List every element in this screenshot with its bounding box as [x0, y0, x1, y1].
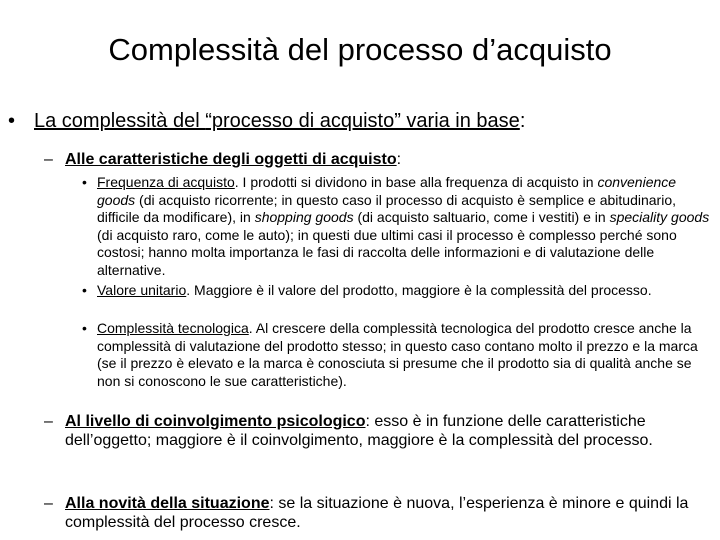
item-frequenza-text: [97, 174, 714, 279]
item-text-part: . I prodotti si dividono in base alla frequenza di acquisto in: [234, 174, 598, 190]
section-heading: Alla novità della situazione: [65, 495, 270, 512]
item-frequenza: [82, 174, 714, 279]
item-text-part: (di acquisto raro, come le auto); in questi due ultimi casi il processo è complesso perché sono costosi; hanno molta importanza le fasi di raccolta delle informazioni e di valutazione delle alternative.: [97, 226, 677, 278]
item-valore: [82, 282, 714, 300]
item-text-part: (di acquisto saltuario, come i vestiti) e in: [353, 209, 610, 225]
section-heading: Al livello di coinvolgimento psicologico: [65, 413, 366, 430]
main-bullet-quoted: “processo di acquisto” varia in base: [205, 110, 520, 132]
dash-marker: –: [44, 151, 53, 168]
section-coinvolgimento-text: [65, 412, 704, 450]
section-text: : esso è in funzione delle caratteristiche dell’oggetto; maggiore è il coinvolgimento, maggiore è la complessità del processo.: [65, 413, 653, 449]
section-novita-text: [65, 494, 704, 532]
sub-bullet-marker: •: [82, 282, 87, 298]
slide-title: Complessità del processo d’acquisto: [108, 32, 612, 67]
goods-term: speciality goods: [609, 209, 710, 225]
item-complessita: [82, 320, 714, 390]
section-characteristics: [44, 150, 704, 169]
sub-bullet-marker: •: [82, 174, 87, 190]
section-novita: [44, 494, 704, 532]
item-text-part: (di acquisto ricorrente; in questo caso il processo di acquisto è semplice e abitudinario, difficile da modificare), in: [97, 191, 676, 225]
item-term: Complessità tecnologica: [97, 320, 249, 336]
main-bullet-text: [34, 108, 525, 134]
main-bullet-post: :: [519, 110, 526, 132]
section-characteristics-text: [65, 150, 704, 169]
item-valore-text: [97, 282, 714, 300]
goods-term: convenience goods: [97, 174, 677, 208]
section-heading: Alle caratteristiche degli oggetti di acquisto: [65, 151, 397, 168]
item-term: Valore unitario: [97, 282, 187, 298]
main-bullet-pre: La complessità del: [34, 110, 206, 132]
item-text-part: . Maggiore è il valore del prodotto, maggiore è la complessità del processo.: [186, 282, 652, 298]
section-text: : se la situazione è nuova, l’esperienza è minore e quindi la complessità del processo cresce.: [65, 495, 689, 531]
item-term: Frequenza di acquisto: [97, 174, 235, 190]
goods-term: shopping goods: [254, 209, 354, 225]
section-heading-colon: :: [396, 151, 402, 168]
item-complessita-text: [97, 320, 714, 390]
dash-marker: –: [44, 413, 53, 430]
item-text-part: . Al crescere della complessità tecnologica del prodotto cresce anche la complessità di valutazione del prodotto stesso; in questo caso contano molto il prezzo e la marca (se il prezzo è elevato e la marca è conosciuta si presume che il prodotto sia di qualità anche se non si conoscono le sue caratteristiche).: [97, 320, 698, 389]
sub-bullet-marker: •: [82, 320, 87, 336]
bullet-marker: •: [8, 110, 16, 132]
dash-marker: –: [44, 495, 53, 512]
section-coinvolgimento: [44, 412, 704, 450]
